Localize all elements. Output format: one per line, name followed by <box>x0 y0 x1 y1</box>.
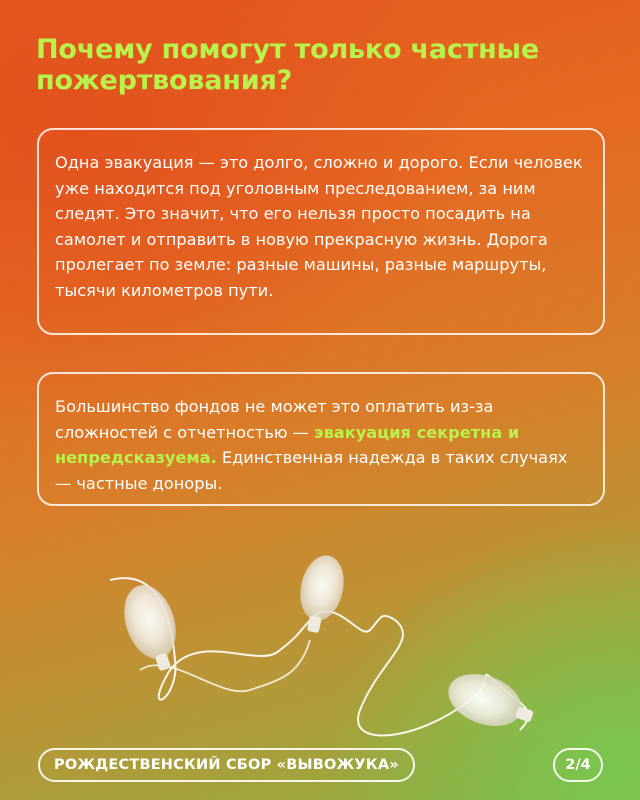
info-card-funds-text-end: Единственная надежда в таких случаях — частные доноры. <box>55 448 568 493</box>
page-indicator: 2/4 <box>553 748 603 782</box>
light-bulb-garland-illustration <box>0 540 640 770</box>
info-card-funds-highlight: эвакуация секретна и непредсказуема. <box>55 422 520 467</box>
page-title: Почему помогут только частные пожертвования? <box>36 34 539 96</box>
info-card-funds-text <box>55 394 587 496</box>
campaign-badge: РОЖДЕСТВЕНСКИЙ СБОР «ВЫВОЖУКА» <box>38 748 415 782</box>
light-bulb-middle-icon <box>292 551 349 636</box>
info-card-funds <box>37 372 605 506</box>
info-card-funds-text-start: Большинство фондов не может это оплатить из-за сложностей с отчетностью — <box>55 397 494 442</box>
info-card-evacuation-text: Одна эвакуация — это долго, сложно и дорого. Если человек уже находится под уголовным преследованием, за ним следят. Это значит, что его нельзя просто посадить на самолет и отправить в новую прекрасную жизнь. Дорога пролегает по земле: разные машины, разные маршруты, тысячи километров пути. <box>55 153 583 300</box>
light-bulb-right-icon <box>441 664 540 739</box>
info-card-evacuation <box>37 128 605 335</box>
